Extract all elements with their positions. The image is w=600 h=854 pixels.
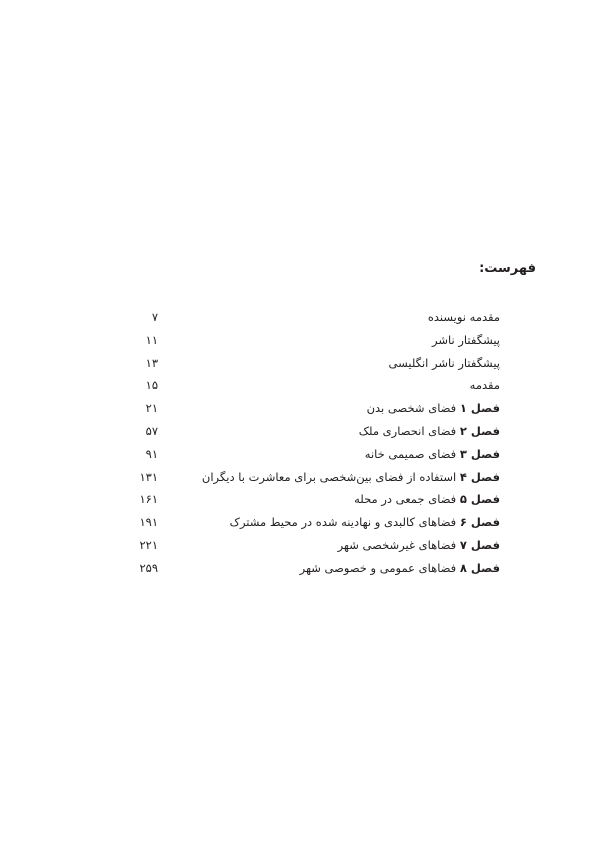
toc-entry-title <box>470 374 500 397</box>
toc-entry <box>100 374 500 397</box>
toc-entry-title <box>230 511 500 534</box>
toc-entry <box>100 352 500 375</box>
toc-page-number: ۱۶۱ <box>139 492 158 507</box>
toc-entry-title <box>365 443 500 466</box>
toc-entry <box>100 329 500 352</box>
toc-title-text: پیشگفتار ناشر <box>432 332 500 347</box>
toc-entry <box>100 306 500 329</box>
toc-chapter-label: فصل ۲ <box>459 423 500 438</box>
toc-entry-title <box>367 397 500 420</box>
toc-entry <box>100 488 500 511</box>
toc-title-text: استفاده از فضای بین‌شخصی برای معاشرت با دیگران <box>201 469 457 484</box>
toc-chapter-label: فصل ۱ <box>459 401 500 416</box>
toc-page-number: ۲۲۱ <box>139 537 158 552</box>
toc-title-text: فضای جمعی در محله <box>354 492 457 507</box>
toc-title-text: فضاهای غیرشخصی شهر <box>337 537 457 552</box>
toc-page-number: ۱۳۱ <box>139 469 158 484</box>
toc-entry-title <box>359 420 500 443</box>
toc-title-text: فضاهای کالبدی و نهادینه شده در محیط مشترک <box>229 515 457 530</box>
toc-chapter-label: فصل ۳ <box>459 446 500 461</box>
toc-title-text: مقدمه نویسنده <box>427 310 500 324</box>
toc-page-number: ۱۵ <box>145 378 158 393</box>
toc-entry <box>100 397 500 420</box>
toc-entry <box>100 534 500 557</box>
toc-list <box>100 306 500 580</box>
toc-entry <box>100 420 500 443</box>
toc-title-text: فضای صمیمی خانه <box>364 446 457 461</box>
toc-entry <box>100 443 500 466</box>
toc-entry <box>100 511 500 534</box>
toc-title-text: پیشگفتار ناشر انگلیسی <box>388 355 500 370</box>
toc-entry <box>100 466 500 489</box>
toc-chapter-label: فصل ۴ <box>459 469 500 484</box>
toc-title-text: فضای انحصاری ملک <box>358 423 457 438</box>
toc-chapter-label: فصل ۸ <box>459 560 500 575</box>
toc-entry <box>100 557 500 580</box>
toc-title-text: مقدمه <box>469 378 500 393</box>
toc-page-number: ۷ <box>151 310 158 324</box>
toc-page-number: ۱۳ <box>145 355 158 370</box>
toc-page-number: ۵۷ <box>145 423 158 438</box>
toc-chapter-label: فصل ۵ <box>459 492 500 507</box>
toc-chapter-label: فصل ۶ <box>459 515 500 530</box>
toc-page-number: ۲۱ <box>145 401 158 416</box>
toc-title-text: فضای شخصی بدن <box>366 401 457 416</box>
toc-entry-title <box>300 557 500 580</box>
toc-entry-title <box>202 466 500 489</box>
toc-page-number: ۱۹۱ <box>139 515 158 530</box>
toc-title-text: فضاهای عمومی و خصوصی شهر <box>299 560 457 575</box>
toc-heading: فهرست: <box>479 261 536 276</box>
toc-entry-title <box>389 352 501 375</box>
toc-page-number: ۱۱ <box>145 332 158 347</box>
toc-entry-title <box>338 534 500 557</box>
toc-page-number: ۲۵۹ <box>139 560 158 575</box>
toc-entry-title <box>428 306 500 329</box>
toc-chapter-label: فصل ۷ <box>459 537 500 552</box>
toc-page-number: ۹۱ <box>145 446 158 461</box>
toc-entry-title <box>354 488 500 511</box>
toc-entry-title <box>432 329 500 352</box>
